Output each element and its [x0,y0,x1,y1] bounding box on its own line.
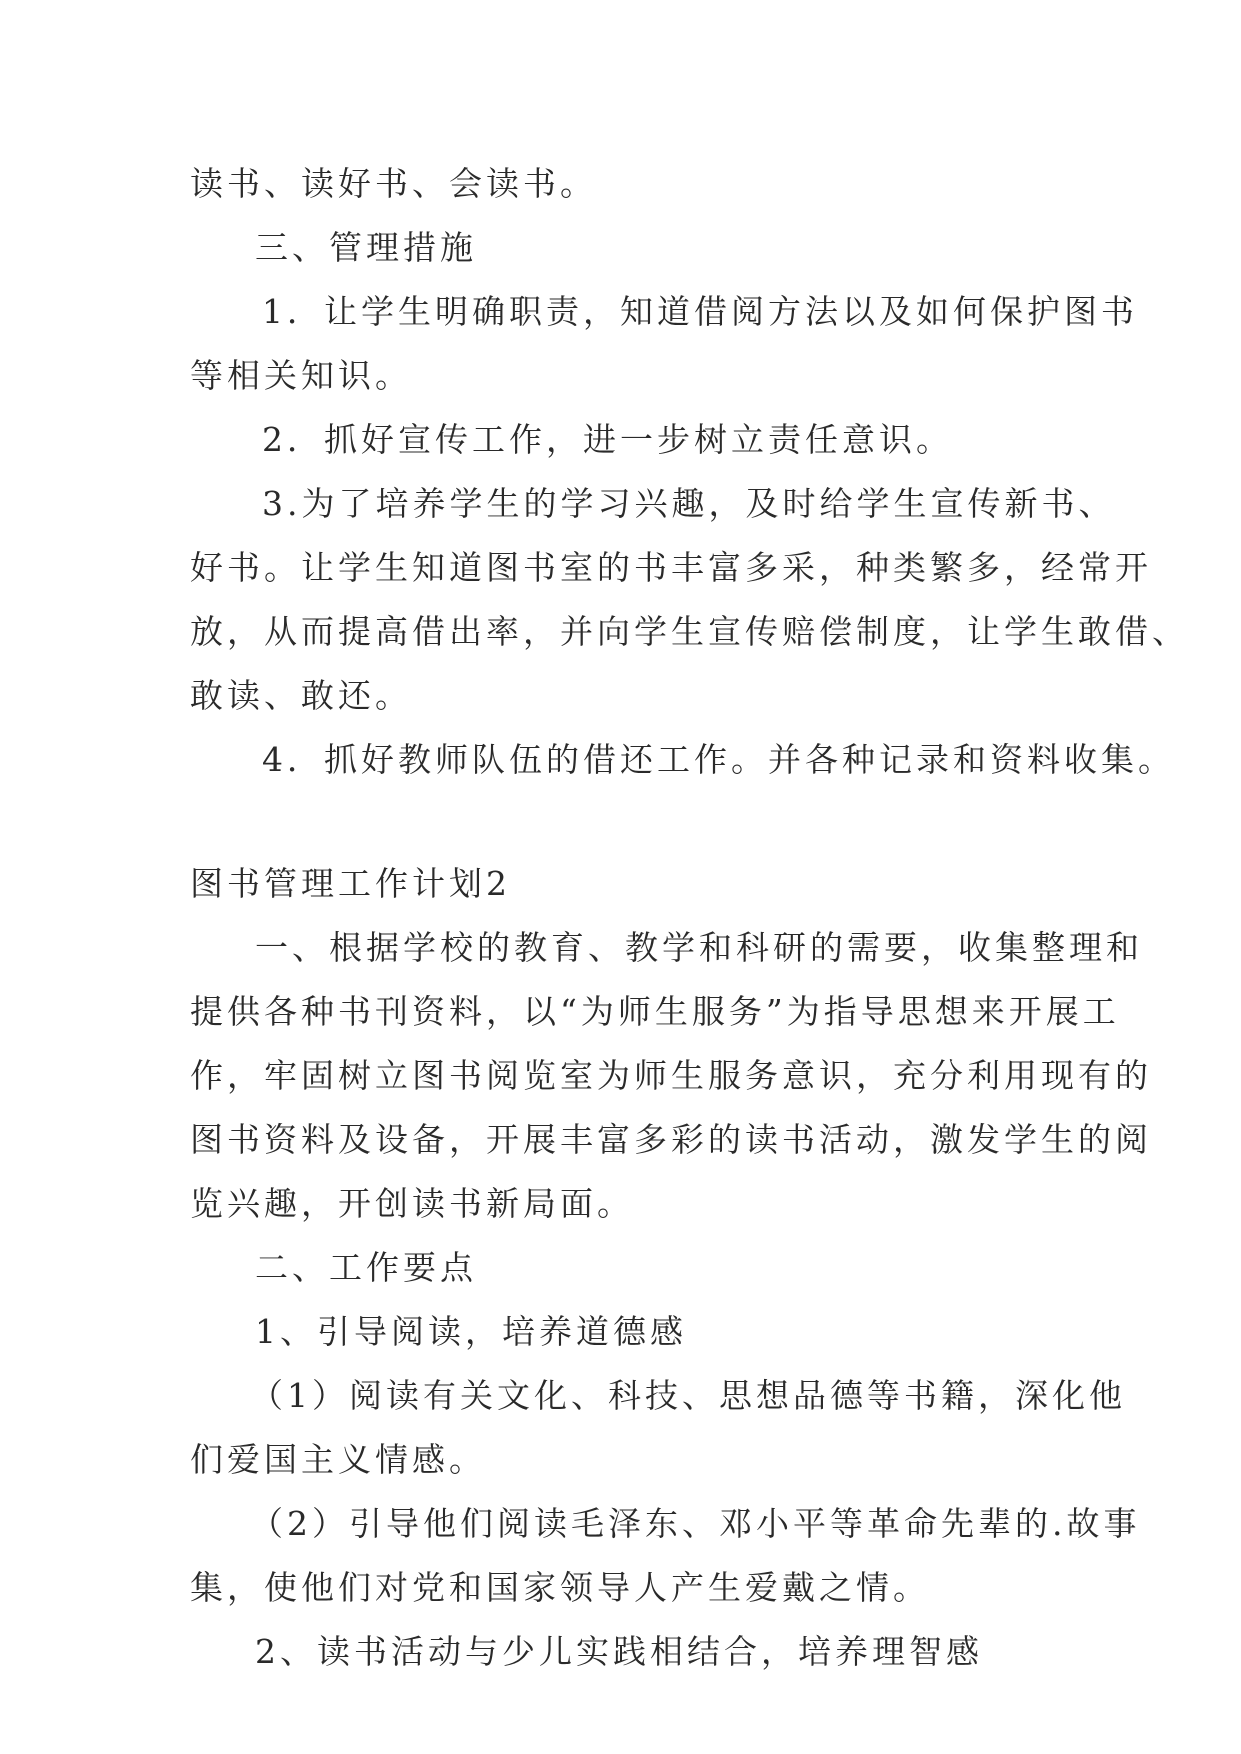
text-line: 作，牢固树立图书阅览室为师生服务意识，充分利用现有的 [190,1056,1152,1095]
text-line: 读书、读好书、会读书。 [190,164,597,203]
paragraph-gap [190,792,1060,852]
section-heading: 三、管理措施 [255,228,477,267]
document-title: 图书管理工作计划2 [190,864,511,903]
section-heading: 二、工作要点 [255,1248,477,1287]
text-line: 好书。让学生知道图书室的书丰富多采，种类繁多，经常开 [190,548,1152,587]
text-line: 图书资料及设备，开展丰富多彩的读书活动，激发学生的阅 [190,1120,1152,1159]
text-line: （2）引导他们阅读毛泽东、邓小平等革命先辈的.故事 [250,1504,1141,1543]
text-line: 3.为了培养学生的学习兴趣，及时给学生宣传新书、 [262,484,1116,523]
text-line: 览兴趣，开创读书新局面。 [190,1184,634,1223]
text-line: 1．让学生明确职责，知道借阅方法以及如何保护图书 [262,292,1138,331]
text-line: 4．抓好教师队伍的借还工作。并各种记录和资料收集。 [262,740,1175,779]
text-line: 提供各种书刊资料，以“为师生服务”为指导思想来开展工 [190,992,1120,1031]
subsection-heading: 2、读书活动与少儿实践相结合，培养理智感 [255,1632,983,1671]
text-line: 敢读、敢还。 [190,676,412,715]
text-line: （1）阅读有关文化、科技、思想品德等书籍，深化他 [250,1376,1126,1415]
text-line: 等相关知识。 [190,356,412,395]
text-line: 们爱国主义情感。 [190,1440,486,1479]
document-body [190,152,1189,1684]
text-line: 放，从而提高借出率，并向学生宣传赔偿制度，让学生敢借、 [190,612,1189,651]
subsection-heading: 1、引导阅读，培养道德感 [255,1312,687,1351]
text-line: 集，使他们对党和国家领导人产生爱戴之情。 [190,1568,930,1607]
text-line: 2．抓好宣传工作，进一步树立责任意识。 [262,420,953,459]
text-line: 一、根据学校的教育、教学和科研的需要，收集整理和 [255,928,1143,967]
